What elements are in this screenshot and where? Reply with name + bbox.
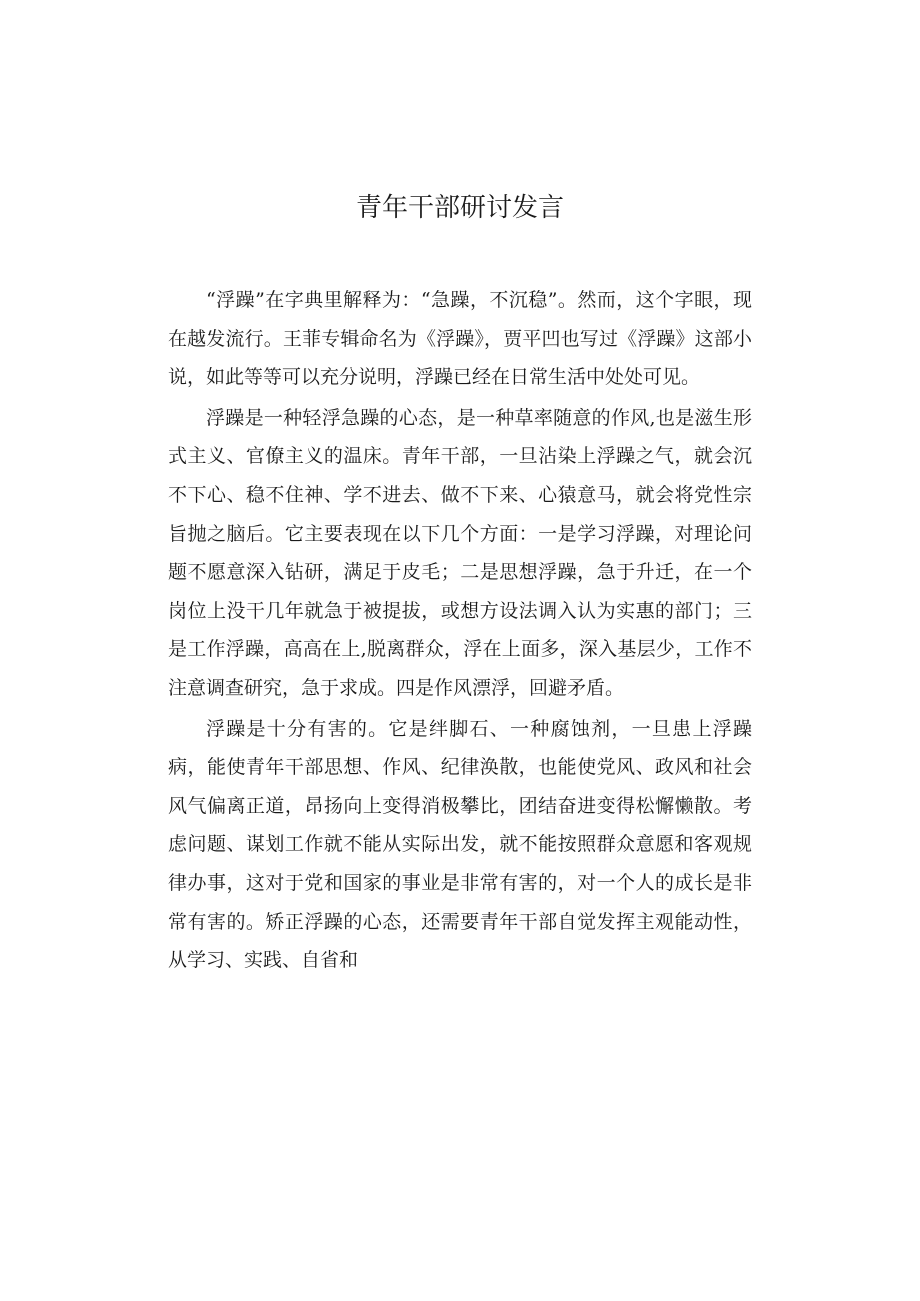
document-title: 青年干部研讨发言: [355, 193, 564, 223]
paragraph-2: 浮躁是一种轻浮急躁的心态，是一种草率随意的作风,也是滋生形式主义、官僚主义的温床。青年干部，一旦沾染上浮躁之气，就会沉不下心、稳不住神、学不进去、做不下来、心猿意马，就会将党性宗旨抛之脑后。它主要表现在以下几个方面：一是学习浮躁，对理论问题不愿意深入钻研，满足于皮毛；二是思想浮躁，急于升迁，在一个岗位上没干几年就急于被提拔，或想方设法调入认为实惠的部门；三是工作浮躁，高高在上,脱离群众，浮在上面多，深入基层少，工作不注意调查研究，急于求成。四是作风漂浮，回避矛盾。: [168, 406, 752, 699]
paragraph-1: “浮躁”在字典里解释为：“急躁，不沉稳”。然而，这个字眼，现在越发流行。王菲专辑命名为《浮躁》，贾平凹也写过《浮躁》这部小说，如此等等可以充分说明，浮躁已经在日常生活中处处可见。: [168, 289, 752, 389]
paragraph-3: 浮躁是十分有害的。它是绊脚石、一种腐蚀剂，一旦患上浮躁病，能使青年干部思想、作风、纪律涣散，也能使党风、政风和社会风气偏离正道，昂扬向上变得消极攀比，团结奋进变得松懈懒散。考虑问题、谋划工作就不能从实际出发，就不能按照群众意愿和客观规律办事，这对于党和国家的事业是非常有害的，对一个人的成长是非常有害的。矫正浮躁的心态，还需要青年干部自觉发挥主观能动性，从学习、实践、自省和: [168, 717, 752, 972]
document-body: [168, 281, 752, 982]
